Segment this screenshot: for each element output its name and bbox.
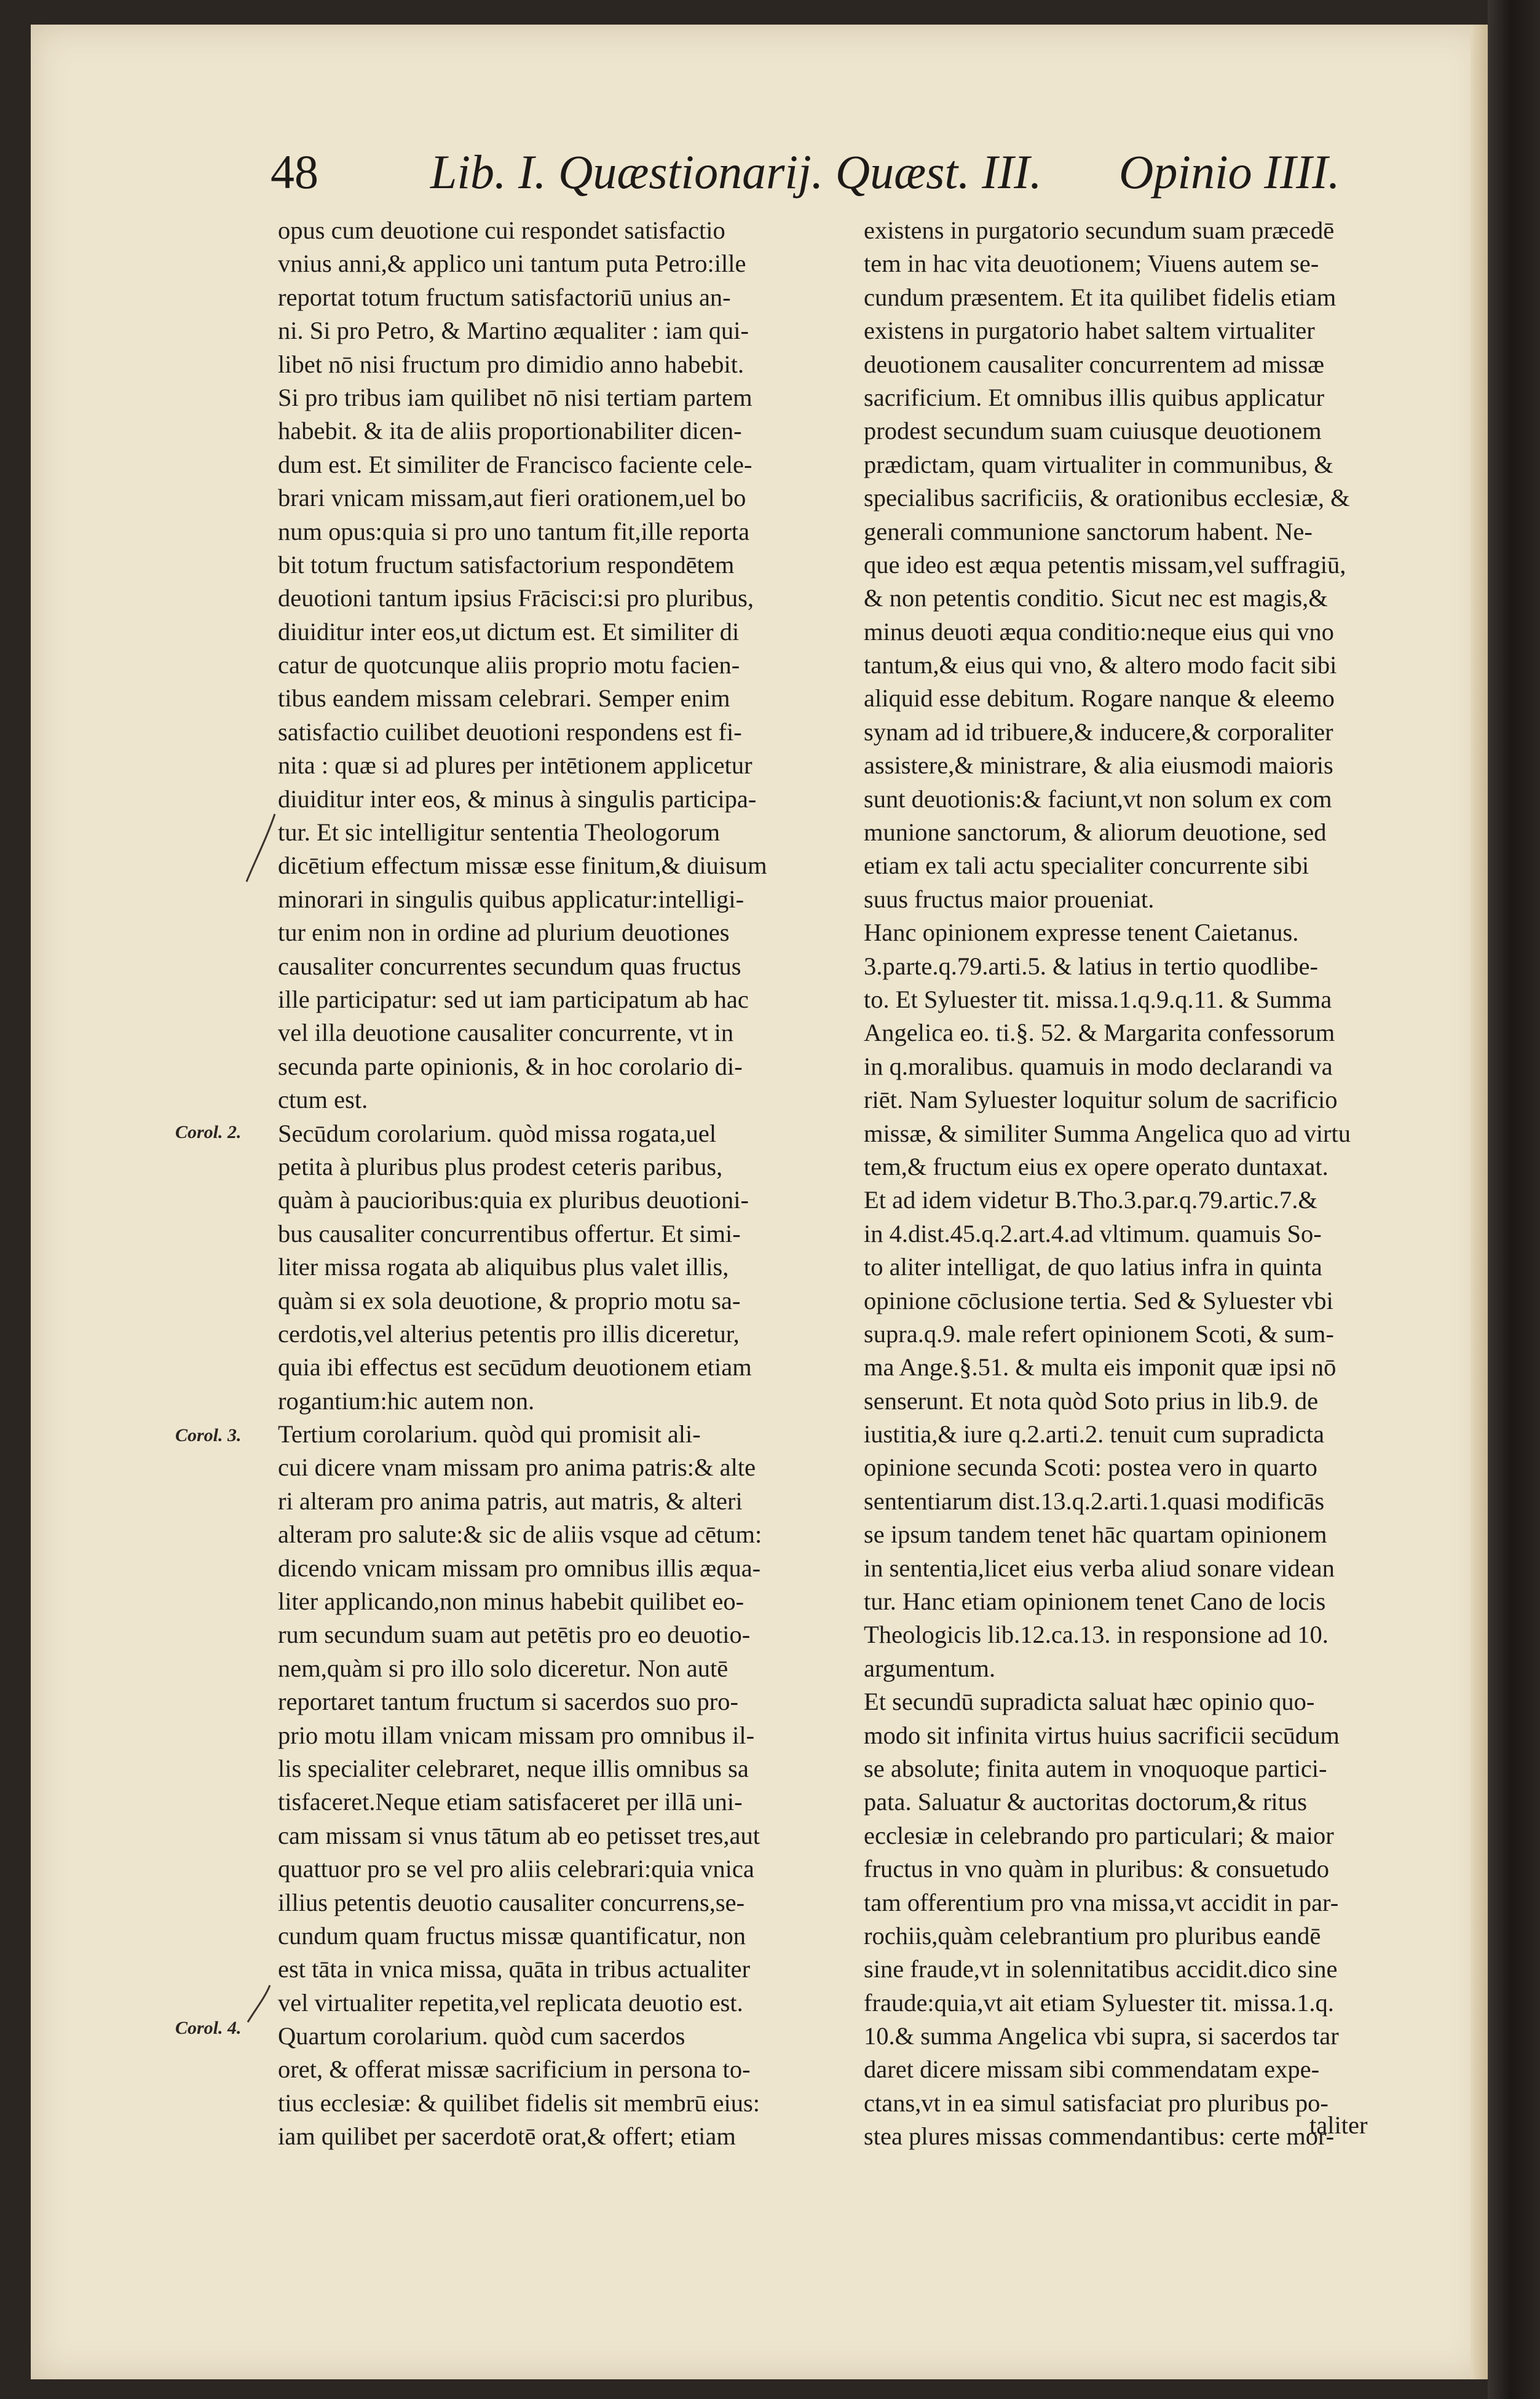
margin-note-corol-4: Corol. 4. (175, 2018, 242, 2038)
right-column-line: tantum,& eius qui vno, & altero modo facit sibi (864, 651, 1337, 679)
right-column-line: sententiarum dist.13.q.2.arti.1.quasi modificās (864, 1487, 1325, 1515)
left-column-line: oret, & offerat missæ sacrificium in persona to- (278, 2055, 751, 2084)
running-title: Lib. I. Quæstionarij. Quæst. III. (430, 145, 1042, 199)
right-column-line: tam offerentium pro vna missa,vt accidit in par- (864, 1888, 1339, 1916)
left-column-line: cui dicere vnam missam pro anima patris:& alte (278, 1453, 756, 1482)
left-column-line: quàm à paucioribus:quia ex pluribus deuotioni- (278, 1186, 749, 1214)
right-column-line: riēt. Nam Syluester loquitur solum de sacrificio (864, 1086, 1338, 1114)
right-column-line: existens in purgatorio secundum suam præcedē (864, 216, 1335, 244)
left-column-line: quia ibi effectus est secūdum deuotionem etiam (278, 1353, 752, 1381)
margin-note-corol-3: Corol. 3. (175, 1425, 242, 1445)
left-column-line: dicendo vnicam missam pro omnibus illis æqua- (278, 1554, 761, 1582)
page-gutter-edge (1471, 25, 1488, 2379)
right-column-line: se ipsum tandem tenet hāc quartam opinionem (864, 1520, 1327, 1549)
right-column-line: in q.moralibus. quamuis in modo declarandi va (864, 1052, 1333, 1080)
right-column-line: que ideo est æqua petentis missam,vel suffragiū, (864, 550, 1346, 579)
right-column-line: fraude:quia,vt ait etiam Syluester tit. missa.1.q. (864, 1988, 1334, 2017)
left-column-line: iam quilibet per sacerdotē orat,& offert; etiam (278, 2122, 736, 2151)
left-column-line: deuotioni tantum ipsius Frācisci:si pro pluribus, (278, 584, 754, 612)
left-column-line: reportat totum fructum satisfactoriū unius an- (278, 283, 731, 311)
right-column-line: iustitia,& iure q.2.arti.2. tenuit cum supradicta (864, 1420, 1325, 1448)
left-column-line: Quartum corolarium. quòd cum sacerdos (278, 2022, 685, 2050)
left-column-line: vel virtualiter repetita,vel replicata deuotio est. (278, 1988, 743, 2017)
left-column-line: cam missam si vnus tātum ab eo petisset tres,aut (278, 1821, 760, 1849)
left-column-line: tur enim non in ordine ad plurium deuotiones (278, 919, 730, 947)
right-column-line: existens in purgatorio habet saltem virtualiter (864, 317, 1315, 345)
right-column-line: specialibus sacrificiis, & orationibus ecclesiæ, & (864, 484, 1350, 512)
left-column-line: reportaret tantum fructum si sacerdos suo pro- (278, 1688, 739, 1716)
opinio-heading: Opinio IIII. (1119, 145, 1340, 199)
right-column-line: 3.parte.q.79.arti.5. & latius in tertio quodlibe- (864, 952, 1318, 980)
left-column-line: nem,quàm si pro illo solo diceretur. Non autē (278, 1654, 729, 1682)
right-column-line: rochiis,quàm celebrantium pro pluribus eandē (864, 1921, 1321, 1950)
book-binding (1488, 0, 1540, 2399)
catchword: taliter (1309, 2111, 1368, 2139)
left-column-line: cerdotis,vel alterius petentis pro illis diceretur, (278, 1319, 740, 1348)
left-column-line: tisfaceret.Neque etiam satisfaceret per illā uni- (278, 1788, 743, 1816)
right-column-line: etiam ex tali actu specialiter concurrente sibi (864, 852, 1309, 880)
right-column-line: prædictam, quam virtualiter in communibus, & (864, 450, 1333, 478)
right-column-line: in sententia,licet eius verba aliud sonare videan (864, 1554, 1335, 1582)
left-column-line: catur de quotcunque aliis proprio motu facien- (278, 651, 740, 679)
right-column-line: to. Et Syluester tit. missa.1.q.9.q.11. & Summa (864, 985, 1332, 1013)
left-column-line: liter applicando,non minus habebit quilibet eo- (278, 1587, 744, 1616)
pen-stroke-mark (243, 812, 280, 885)
right-column-line: Theologicis lib.12.ca.13. in responsione ad 10. (864, 1621, 1329, 1649)
left-column-line: dum est. Et similiter de Francisco faciente cele- (278, 450, 752, 478)
left-column-line: opus cum deuotione cui respondet satisfactio (278, 216, 725, 244)
left-column-line: causaliter concurrentes secundum quas fructus (278, 952, 741, 980)
left-column-line: quattuor pro se vel pro aliis celebrari:quia vnica (278, 1855, 754, 1883)
right-column-line: in 4.dist.45.q.2.art.4.ad vltimum. quamuis So- (864, 1219, 1322, 1247)
right-column-line: missæ, & similiter Summa Angelica quo ad virtu (864, 1119, 1351, 1147)
right-column-line: stea plures missas commendantibus: certe mor- (864, 2122, 1335, 2151)
right-column-line: 10.& summa Angelica vbi supra, si sacerdos tar (864, 2022, 1339, 2050)
left-column-line: brari vnicam missam,aut fieri orationem,uel bo (278, 484, 746, 512)
right-column-line: suus fructus maior proueniat. (864, 885, 1155, 913)
right-column-line: pata. Saluatur & auctoritas doctorum,& ritus (864, 1788, 1307, 1816)
left-text-column (278, 214, 837, 2154)
right-column-line: supra.q.9. male refert opinionem Scoti, & sum- (864, 1319, 1334, 1348)
left-column-line: Si pro tribus iam quilibet nō nisi tertiam partem (278, 383, 752, 411)
right-column-line: tem,& fructum eius ex opere operato duntaxat. (864, 1152, 1329, 1180)
left-column-line: alteram pro salute:& sic de aliis vsque ad cētum: (278, 1520, 762, 1549)
right-column-line: to aliter intelligat, de quo latius infra in quinta (864, 1253, 1322, 1281)
left-column-line: diuiditur inter eos, & minus à singulis participa- (278, 785, 757, 813)
left-column-line: rogantium:hic autem non. (278, 1386, 535, 1415)
left-column-line: quàm si ex sola deuotione, & proprio motu sa- (278, 1286, 741, 1314)
right-column-line: assistere,& ministrare, & alia eiusmodi maioris (864, 751, 1333, 780)
right-column-line: daret dicere missam sibi commendatam expe- (864, 2055, 1320, 2084)
left-column-line: secunda parte opinionis, & in hoc corolario di- (278, 1052, 743, 1080)
right-column-line: generali communione sanctorum habent. Ne- (864, 517, 1313, 545)
left-column-line: nita : quæ si ad plures per intētionem applicetur (278, 751, 752, 780)
right-column-line: synam ad id tribuere,& inducere,& corporaliter (864, 717, 1333, 746)
right-column-line: cundum præsentem. Et ita quilibet fidelis etiam (864, 283, 1337, 311)
left-column-line: habebit. & ita de aliis proportionabiliter dicen- (278, 417, 742, 445)
right-column-line: opinione secunda Scoti: postea vero in quarto (864, 1453, 1317, 1482)
left-column-line: petita à pluribus plus prodest ceteris paribus, (278, 1152, 723, 1180)
left-column-line: dicētium effectum missæ esse finitum,& diuisum (278, 852, 767, 880)
left-column-line: Tertium corolarium. quòd qui promisit ali- (278, 1420, 701, 1448)
left-column-line: est tāta in vnica missa, quāta in tribus actualiter (278, 1955, 751, 1983)
right-text-column (864, 214, 1432, 2154)
left-column-line: bit totum fructum satisfactorium respondētem (278, 550, 735, 579)
left-column-line: liter missa rogata ab aliquibus plus valet illis, (278, 1253, 729, 1281)
left-column-line: vnius anni,& applico uni tantum puta Petro:ille (278, 250, 746, 278)
left-column-line: ni. Si pro Petro, & Martino æqualiter : iam qui- (278, 317, 749, 345)
right-column-line: Et ad idem videtur B.Tho.3.par.q.79.artic.7.& (864, 1186, 1317, 1214)
left-column-line: cundum quam fructus missæ quantificatur, non (278, 1921, 746, 1950)
pen-stroke-mark (243, 1983, 274, 2026)
left-column-line: minorari in singulis quibus applicatur:intelligi- (278, 885, 744, 913)
right-column-line: sunt deuotionis:& faciunt,vt non solum ex com (864, 785, 1332, 813)
left-column-line: libet nō nisi fructum pro dimidio anno habebit. (278, 350, 744, 378)
left-column-line: Secūdum corolarium. quòd missa rogata,uel (278, 1119, 717, 1147)
right-column-line: fructus in vno quàm in pluribus: & consuetudo (864, 1855, 1330, 1883)
left-column-line: prio motu illam vnicam missam pro omnibus il- (278, 1721, 755, 1749)
left-column-line: bus causaliter concurrentibus offertur. Et simi- (278, 1219, 741, 1247)
right-column-line: munione sanctorum, & aliorum deuotione, sed (864, 818, 1327, 847)
left-column-line: tibus eandem missam celebrari. Semper enim (278, 684, 730, 713)
right-column-line: & non petentis conditio. Sicut nec est magis,& (864, 584, 1328, 612)
page-number: 48 (270, 145, 318, 199)
right-column-line: sacrificium. Et omnibus illis quibus applicatur (864, 383, 1325, 411)
right-column-line: ma Ange.§.51. & multa eis imponit quæ ipsi nō (864, 1353, 1337, 1381)
right-column-line: senserunt. Et nota quòd Soto prius in lib.9. de (864, 1386, 1319, 1415)
right-column-line: minus deuoti æqua conditio:neque eius qui vno (864, 617, 1334, 646)
right-column-line: prodest secundum suam cuiusque deuotionem (864, 417, 1322, 445)
right-column-line: opinione cōclusione tertia. Sed & Syluester vbi (864, 1286, 1333, 1314)
right-column-line: aliquid esse debitum. Rogare nanque & eleemo (864, 684, 1335, 713)
left-column-line: tius ecclesiæ: & quilibet fidelis sit membrū eius: (278, 2089, 760, 2117)
right-column-line: ctans,vt in ea simul satisfaciat pro pluribus po- (864, 2089, 1329, 2117)
left-column-line: tur. Et sic intelligitur sententia Theologorum (278, 818, 721, 847)
margin-note-corol-2: Corol. 2. (175, 1122, 242, 1142)
left-column-line: num opus:quia si pro uno tantum fit,ille reporta (278, 517, 750, 545)
left-column-line: illius petentis deuotio causaliter concurrens,se- (278, 1888, 745, 1916)
left-column-line: ille participatur: sed ut iam participatum ab hac (278, 985, 749, 1013)
left-column-line: ctum est. (278, 1086, 368, 1114)
right-column-line: Et secundū supradicta saluat hæc opinio quo- (864, 1688, 1315, 1716)
right-column-line: deuotionem causaliter concurrentem ad missæ (864, 350, 1325, 378)
right-column-line: Angelica eo. ti.§. 52. & Margarita confessorum (864, 1019, 1335, 1047)
right-column-line: modo sit infinita virtus huius sacrificii secūdum (864, 1721, 1340, 1749)
left-column-line: ri alteram pro anima patris, aut matris, & alteri (278, 1487, 743, 1515)
right-column-line: tur. Hanc etiam opinionem tenet Cano de locis (864, 1587, 1326, 1616)
left-column-line: diuiditur inter eos,ut dictum est. Et similiter di (278, 617, 740, 646)
right-column-line: argumentum. (864, 1654, 996, 1682)
right-column-line: ecclesiæ in celebrando pro particulari; & maior (864, 1821, 1334, 1849)
right-column-line: sine fraude,vt in solennitatibus accidit.dico sine (864, 1955, 1338, 1983)
right-column-line: se absolute; finita autem in vnoquoque partici- (864, 1754, 1327, 1782)
right-column-line: tem in hac vita deuotionem; Viuens autem se- (864, 250, 1319, 278)
left-column-line: satisfactio cuilibet deuotioni respondens est fi- (278, 717, 742, 746)
left-column-line: lis specialiter celebraret, neque illis omnibus sa (278, 1754, 749, 1782)
left-column-line: vel illa deuotione causaliter concurrente, vt in (278, 1019, 734, 1047)
left-column-line: rum secundum suam aut petētis pro eo deuotio- (278, 1621, 751, 1649)
right-column-line: Hanc opinionem expresse tenent Caietanus. (864, 919, 1299, 947)
